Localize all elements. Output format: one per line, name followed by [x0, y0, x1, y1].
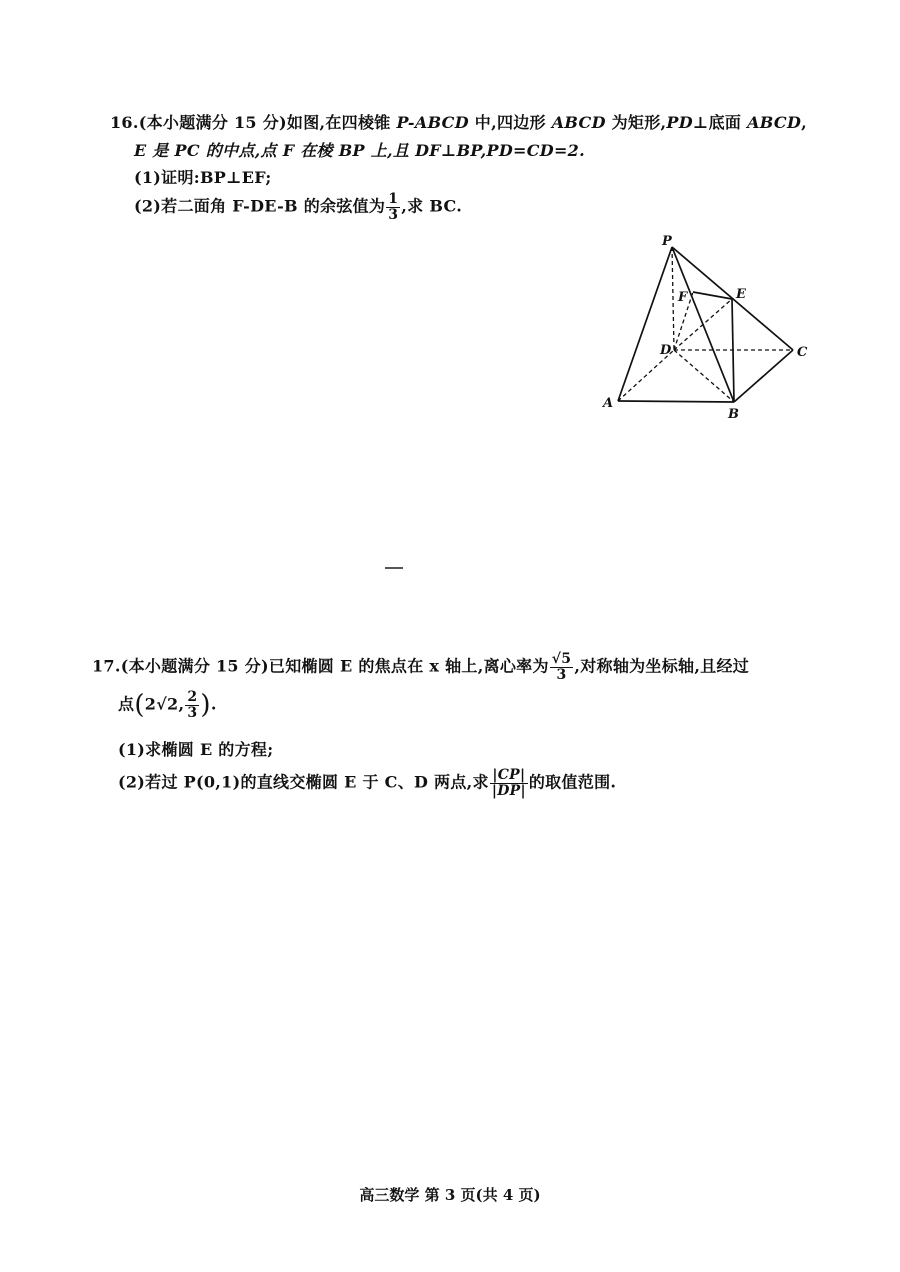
edge-PA [618, 247, 672, 401]
edge-DB [674, 350, 734, 402]
q17-line2-pre: 点 [118, 694, 135, 714]
edge-DE [674, 299, 732, 350]
q16-line2: E 是 PC 的中点,点 F 在棱 BP 上,且 DF⊥BP,PD=CD=2. [134, 141, 585, 160]
q17-point-x: 2√2 [144, 694, 179, 714]
q16-stem4: , [801, 113, 807, 132]
q17-ratio-fraction [490, 768, 528, 798]
fraction-numerator: √5 [551, 651, 572, 667]
q17-point-y-fraction [185, 690, 199, 720]
page-footer: 高三数学 第 3 页(共 4 页) [359, 1186, 541, 1204]
q16-header: (本小题满分 15 分)如图,在四棱锥 [138, 113, 397, 132]
open-paren: ( [134, 690, 145, 721]
fraction-denominator: 3 [388, 206, 399, 223]
fraction-denominator: 3 [187, 704, 198, 721]
q16-part2-pre: (2)若二面角 F-DE-B 的余弦值为 [134, 196, 386, 216]
label-C: C [797, 345, 808, 360]
q17-line1-pre: (本小题满分 15 分)已知椭圆 E 的焦点在 x 轴上,离心率为 [120, 656, 549, 676]
close-paren: ) [200, 690, 211, 721]
scan-smudge [385, 567, 403, 569]
q16-part1: (1)证明:BP⊥EF; [134, 168, 272, 187]
fraction-denominator: 3 [556, 666, 567, 683]
q16-part2 [134, 192, 462, 222]
label-D: D [660, 343, 672, 358]
q17-number: 17. [92, 656, 121, 676]
q16-line1 [110, 110, 807, 133]
q17-part1: (1)求椭圆 E 的方程; [118, 740, 274, 759]
q17-line2 [118, 690, 217, 720]
q17-eccentricity-fraction [550, 652, 574, 682]
q16-base: ABCD [747, 113, 802, 132]
fraction-numerator: 1 [388, 191, 399, 207]
q16-quad: ABCD [551, 113, 606, 132]
q17-part2 [118, 768, 616, 798]
label-A: A [603, 396, 614, 411]
q17-part2-post: 的取值范围. [528, 772, 617, 792]
label-E: E [736, 287, 746, 302]
pyramid-figure [585, 225, 815, 425]
edge-BC [734, 350, 793, 402]
q16-pyramid: P-ABCD [396, 113, 469, 132]
edge-AB [618, 401, 734, 402]
q17-part2-pre: (2)若过 P(0,1)的直线交椭圆 E 于 C、D 两点,求 [118, 772, 489, 792]
q16-number: 16. [110, 113, 139, 132]
q17-line1-post: ,对称轴为坐标轴,且经过 [574, 656, 750, 676]
label-P: P [662, 234, 672, 249]
q17-line2-post: . [210, 694, 217, 714]
q16-stem3: 底面 [708, 113, 748, 132]
q16-pd-perp: PD⊥ [666, 113, 709, 132]
q16-part2-post: ,求 BC. [401, 196, 463, 216]
edge-PD [672, 247, 674, 350]
fraction-numerator: 2 [187, 689, 198, 705]
q16-stem2: 为矩形, [605, 113, 667, 132]
fraction-denominator: |DP| [491, 782, 526, 799]
label-B: B [728, 407, 739, 422]
q17-point-comma: , [178, 694, 185, 714]
q16-cosine-fraction [386, 192, 400, 222]
q16-stem1: 中,四边形 [468, 113, 552, 132]
label-F: F [678, 290, 688, 305]
fraction-numerator: |CP| [490, 768, 528, 784]
q17-line1 [92, 652, 749, 682]
